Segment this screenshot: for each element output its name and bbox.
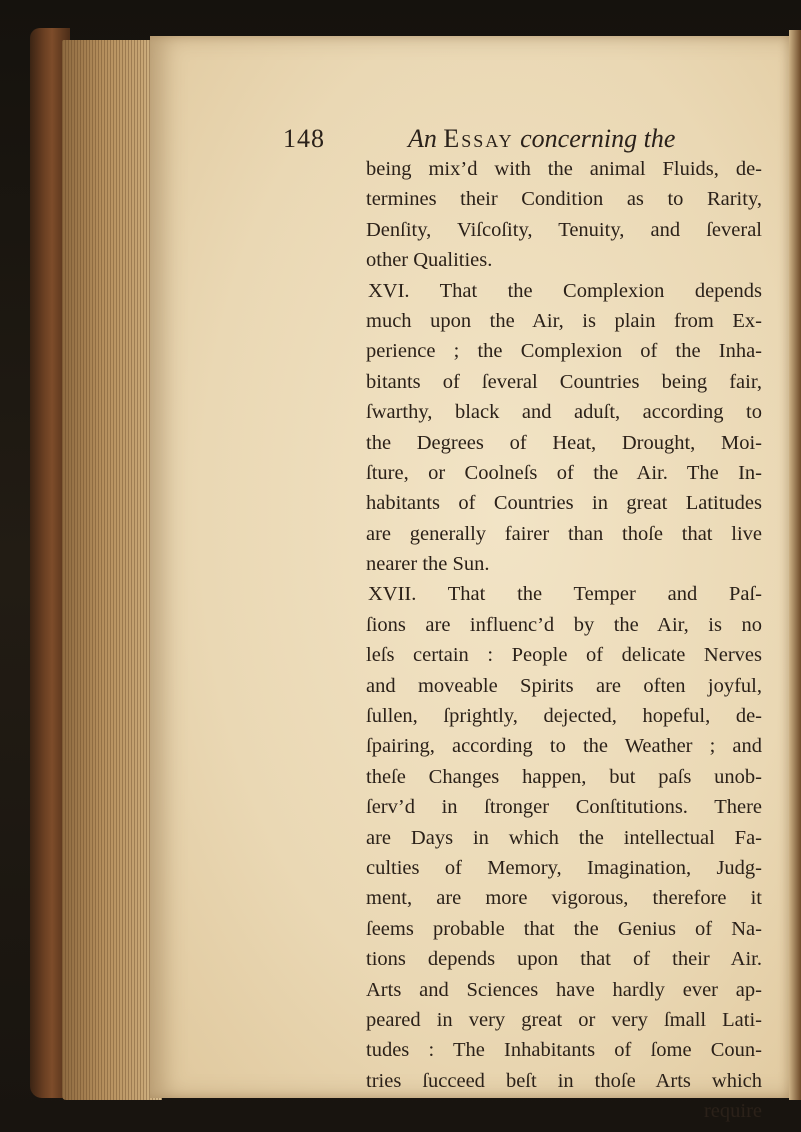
- text-line: ſerv’d in ſtronger Conſtitutions. There: [366, 796, 762, 819]
- text-line: tries ſucceed beſt in thoſe Arts which: [366, 1069, 762, 1092]
- running-title-essay: Essay: [443, 124, 514, 153]
- text-line: ſeems probable that the Genius of Na-: [366, 917, 762, 940]
- text-line: Arts and Sciences have hardly ever ap-: [366, 978, 762, 1001]
- text-line: theſe Changes happen, but paſs unob-: [366, 765, 762, 788]
- text-line: are generally fairer than thoſe that live: [366, 522, 762, 545]
- page-number: 148: [283, 124, 325, 153]
- text-line: culties of Memory, Imagination, Judg-: [366, 856, 762, 879]
- running-title-the: the: [643, 124, 676, 153]
- text-line: Denſity, Viſcoſity, Tenuity, and ſeveral: [366, 218, 762, 241]
- running-title: [408, 124, 675, 154]
- text-line: ſwarthy, black and aduſt, according to: [366, 401, 762, 424]
- text-line: other Qualities.: [366, 249, 493, 272]
- text-line: being mix’d with the animal Fluids, de-: [366, 158, 762, 180]
- text-line: bitants of ſeveral Countries being fair,: [366, 370, 762, 393]
- text-line: habitants of Countries in great Latitudes: [366, 492, 762, 515]
- text-line: termines their Condition as to Rarity,: [366, 188, 762, 211]
- text-line: and moveable Spirits are often joyful,: [366, 674, 762, 697]
- text-line: ſpairing, according to the Weather ; and: [366, 735, 762, 758]
- page-edges: [62, 40, 162, 1100]
- text-line: are Days in which the intellectual Fa-: [366, 826, 762, 849]
- text-line: nearer the Sun.: [366, 553, 490, 576]
- text-line: XVI. That the Complexion depends: [368, 279, 762, 302]
- text-line: much upon the Air, is plain from Ex-: [366, 309, 762, 332]
- text-line: tudes : The Inhabitants of ſome Coun-: [366, 1039, 762, 1062]
- text-line: ment, are more vigorous, therefore it: [366, 887, 762, 910]
- body-text: [366, 154, 762, 1127]
- text-line: ſullen, ſprightly, dejected, hopeful, de-: [366, 705, 762, 728]
- text-line: leſs certain : People of delicate Nerves: [366, 644, 762, 667]
- text-line: perience ; the Complexion of the Inha-: [366, 340, 762, 363]
- text-line: peared in very great or very ſmall Lati-: [366, 1008, 762, 1031]
- running-title-an: An: [408, 124, 437, 153]
- catchword: require: [703, 1100, 762, 1123]
- text-line: tions depends upon that of their Air.: [366, 948, 762, 971]
- next-page-edge: [789, 30, 801, 1100]
- text-line: XVII. That the Temper and Paſ-: [368, 583, 762, 606]
- text-line: ſture, or Coolneſs of the Air. The In-: [366, 461, 762, 484]
- text-line: ſions are influenc’d by the Air, is no: [366, 613, 762, 636]
- text-line: the Degrees of Heat, Drought, Moi-: [366, 431, 762, 454]
- running-title-concerning: concerning: [520, 124, 638, 153]
